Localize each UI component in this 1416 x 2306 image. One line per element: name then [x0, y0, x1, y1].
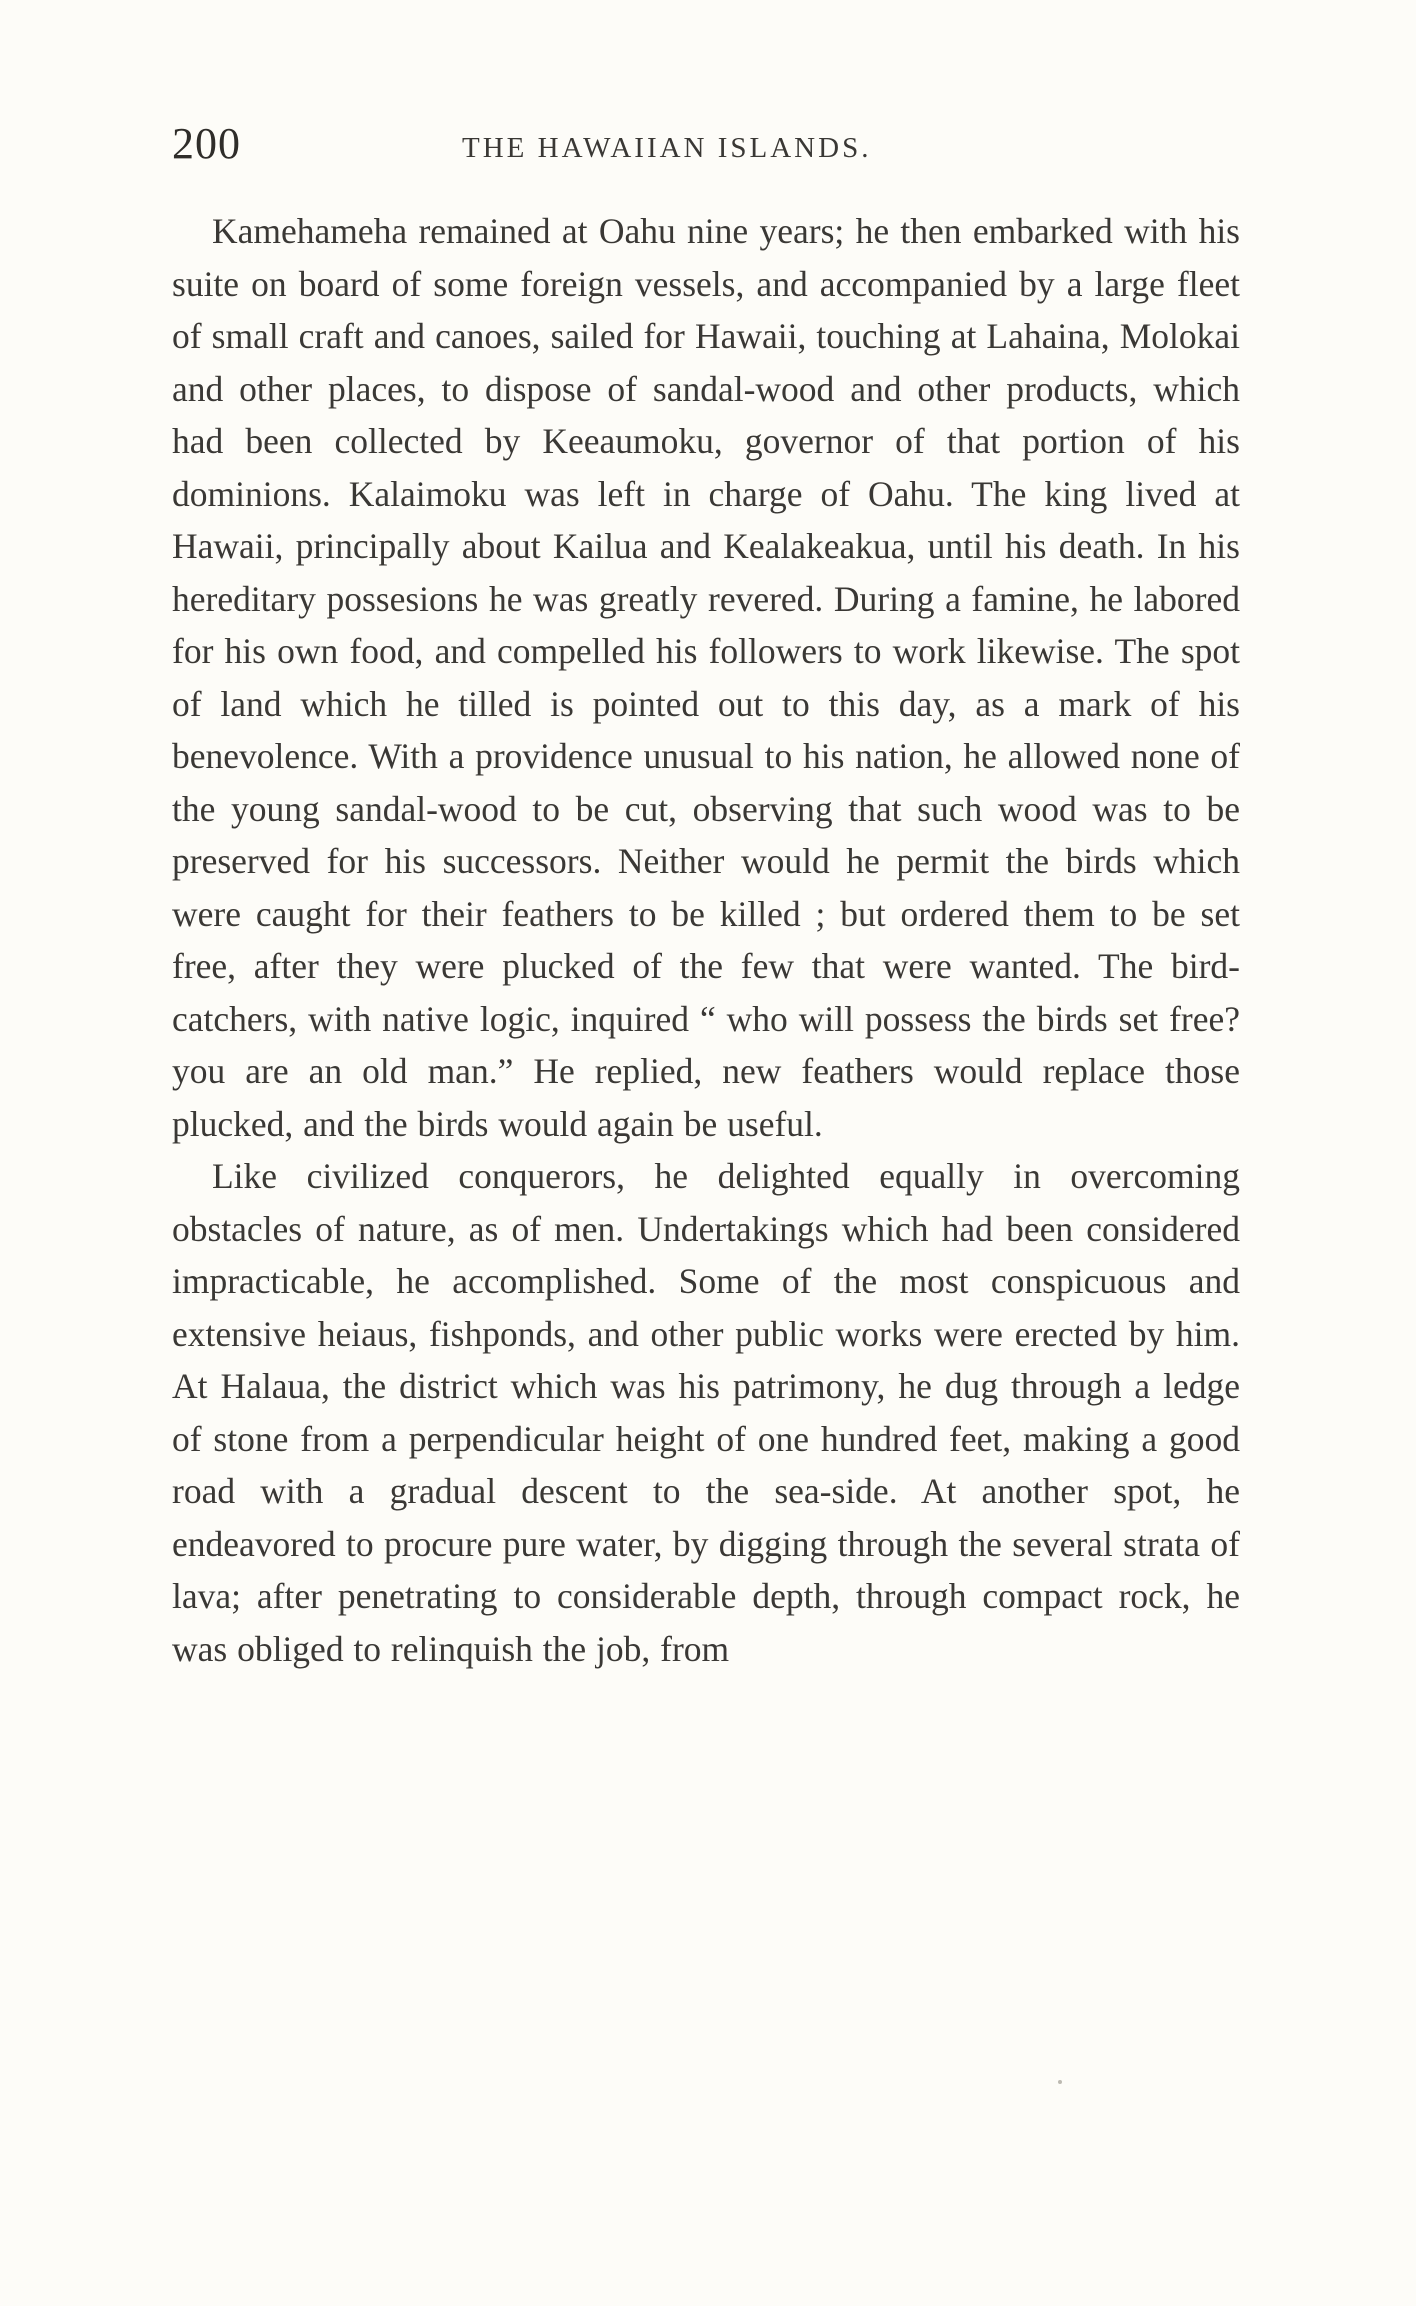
page-header: [172, 118, 1250, 178]
paragraph-1: Kamehameha remained at Oahu nine years; he then embarked with his suite on board of some foreign vessels, and accompanied by a large fleet of small craft and canoes, sailed for Hawaii, touching at Lahaina, Molokai and other places, to dispose of sandal-wood and other products, which had been collected by Keeaumoku, governor of that portion of his dominions. Kalaimoku was left in charge of Oahu. The king lived at Hawaii, principally about Kailua and Kealakeakua, until his death. In his hereditary possesions he was greatly revered. During a famine, he labored for his own food, and compelled his followers to work likewise. The spot of land which he tilled is pointed out to this day, as a mark of his benevolence. With a providence unusual to his nation, he allowed none of the young sandal-wood to be cut, observing that such wood was to be preserved for his successors. Neither would he permit the birds which were caught for their feathers to be killed ; but ordered them to be set free, after they were plucked of the few that were wanted. The bird-catchers, with native logic, inquired “ who will possess the birds set free? you are an old man.” He replied, new feathers would replace those plucked, and the birds would again be useful.: [172, 211, 1240, 1144]
running-head: THE HAWAIIAN ISLANDS.: [462, 132, 872, 164]
page-number: 200: [172, 119, 241, 168]
body-text: [172, 205, 1240, 1675]
paragraph-2: Like civilized conquerors, he delighted equally in overcoming obstacles of nature, as of men. Undertakings which had been considered impracticable, he accomplished. Some of the most conspicuous and extensive heiaus, fishponds, and other public works were erected by him. At Halaua, the district which was his patrimony, he dug through a ledge of stone from a perpendicular height of one hundred feet, making a good road with a gradual descent to the sea-side. At another spot, he endeavored to procure pure water, by digging through the several strata of lava; after penetrating to considerable depth, through compact rock, he was obliged to relinquish the job, from: [172, 1156, 1240, 1669]
paper-speck: [1058, 2080, 1062, 2084]
